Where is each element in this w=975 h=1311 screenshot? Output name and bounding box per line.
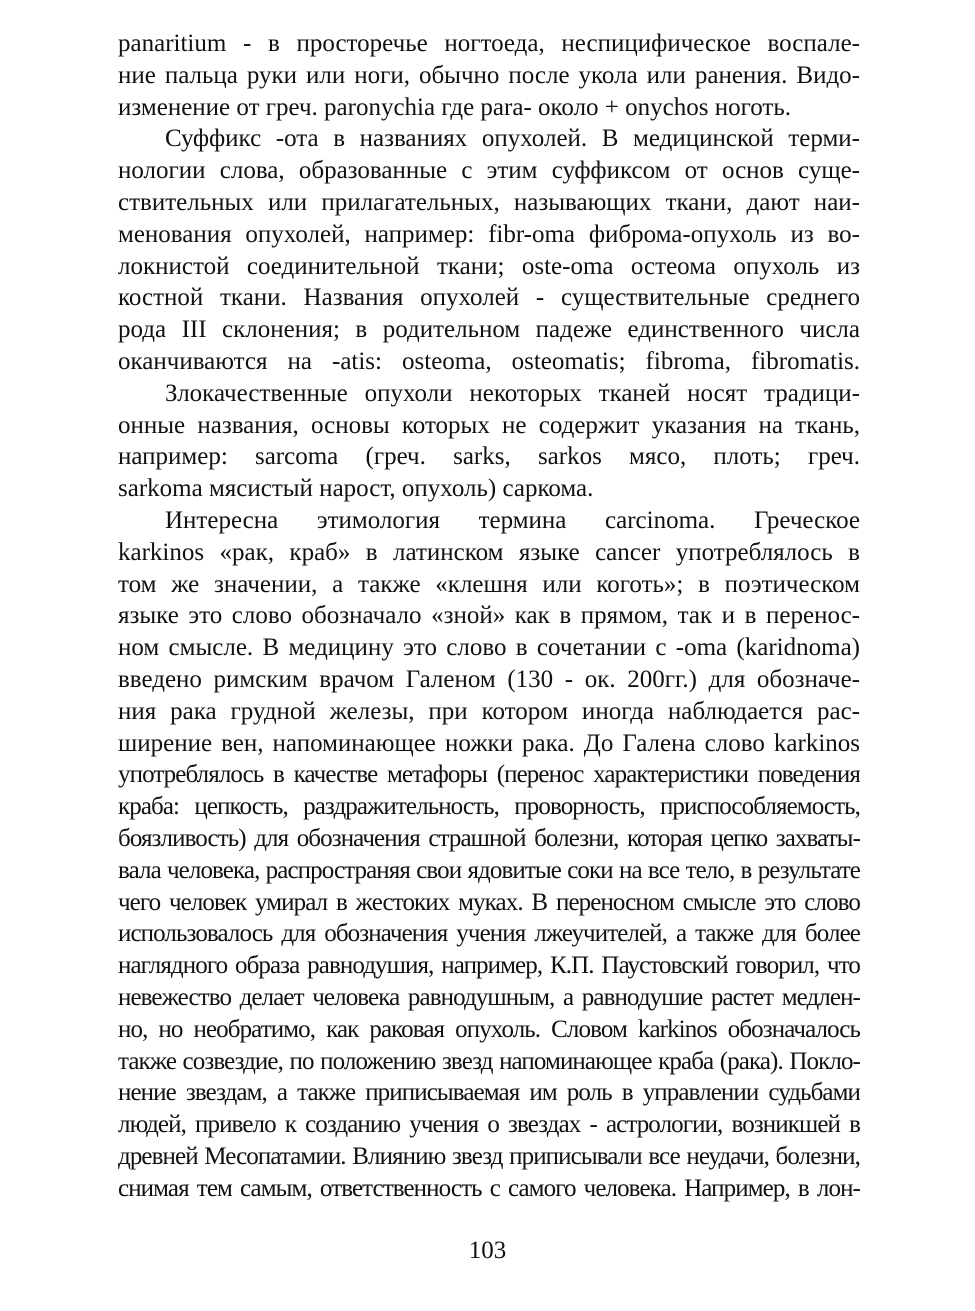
text-line: менования опухолей, например: fibr-oma фиброма-опухоль из во- bbox=[118, 220, 860, 248]
text-line: людей, привело к созданию учения о звездах - астрологии, возникшей в bbox=[118, 1111, 860, 1139]
page-body bbox=[118, 28, 860, 1204]
text-line: вала человека, распространяя свои ядовитые соки на все тело, в результате bbox=[118, 856, 860, 884]
text-line: использовалось для обозначения учения лжеучителей, а также для более bbox=[118, 920, 860, 948]
text-line: нологии слова, образованные с этим суффиксом от основ суще- bbox=[118, 157, 860, 185]
text-line: употреблялось в качестве метафоры (перенос характеристики поведения bbox=[118, 761, 860, 789]
text-line: karkinos «рак, краб» в латинском языке cancer употреблялось в bbox=[118, 538, 860, 566]
text-line: ширение вен, напоминающее ножки рака. До Галена слово karkinos bbox=[118, 729, 860, 757]
text-line: например: sarcoma (греч. sarks, sarkos мясо, плоть; греч. bbox=[118, 443, 860, 471]
text-line: изменение от греч. paronychia где para- около + onychos ноготь. bbox=[118, 93, 791, 121]
text-line: sarkoma мясистый нарост, опухоль) саркома. bbox=[118, 475, 594, 503]
text-line: чего человек умирал в жестоких муках. В переносном смысле это слово bbox=[118, 888, 860, 916]
text-line: ствительных или прилагательных, называющих ткани, дают наи- bbox=[118, 188, 860, 216]
text-line: рода III склонения; в родительном падеже единственного числа bbox=[118, 316, 860, 344]
text-line: костной ткани. Названия опухолей - существительные среднего bbox=[118, 284, 860, 312]
text-line: ния рака грудной железы, при котором иногда наблюдается рас- bbox=[118, 697, 860, 725]
text-line: наглядного образа равнодушия, например, К.П. Паустовский говорил, что bbox=[118, 952, 860, 980]
text-line: онные названия, основы которых не содержит указания на ткань, bbox=[118, 411, 860, 439]
text-line: древней Месопатамии. Влиянию звезд приписывали все неудачи, болезни, bbox=[118, 1142, 860, 1170]
text-line: panaritium - в просторечье ногтоеда, неспицифическое воспале- bbox=[118, 30, 860, 57]
text-line: невежество делает человека равнодушным, а равнодушие растет медлен- bbox=[118, 983, 860, 1011]
text-line: локнистой соединительной ткани; oste-oma остеома опухоль из bbox=[118, 252, 860, 280]
text-line: снимая тем самым, ответственность с самого человека. Например, в лон- bbox=[118, 1174, 860, 1202]
text-line: нение звездам, а также приписываемая им роль в управлении судьбами bbox=[118, 1079, 860, 1107]
text-line: боязливость) для обозначения страшной болезни, которая цепко захваты- bbox=[118, 824, 860, 852]
text-line: введено римским врачом Галеном (130 - ок. 200гг.) для обозначе- bbox=[118, 665, 860, 693]
text-line: языке это слово обозначало «зной» как в прямом, так и в перенос- bbox=[118, 602, 860, 630]
text-line: том же значении, а также «клешня или коготь»; в поэтическом bbox=[118, 570, 860, 598]
text-line: краба: цепкость, раздражительность, проворность, приспособляемость, bbox=[118, 793, 860, 821]
text-line: Злокачественные опухоли некоторых тканей носят традици- bbox=[165, 379, 860, 407]
text-line: ние пальца руки или ноги, обычно после укола или ранения. Видо- bbox=[118, 61, 860, 89]
text-line: оканчиваются на -atis: osteoma, osteomatis; fibroma, fibromatis. bbox=[118, 347, 860, 375]
text-line: Интересна этимология термина carcinoma. Греческое bbox=[165, 506, 860, 534]
text-line: но, но необратимо, как раковая опухоль. Словом karkinos обозначалось bbox=[118, 1015, 860, 1043]
text-line: также созвездие, по положению звезд напоминающее краба (рака). Покло- bbox=[118, 1047, 860, 1075]
text-line: ном смысле. В медицину это слово в сочетании с -oma (karidnoma) bbox=[118, 634, 860, 662]
page-number: 103 bbox=[468, 1237, 507, 1264]
text-line: Суффикс -ота в названиях опухолей. В медицинской терми- bbox=[165, 125, 860, 153]
